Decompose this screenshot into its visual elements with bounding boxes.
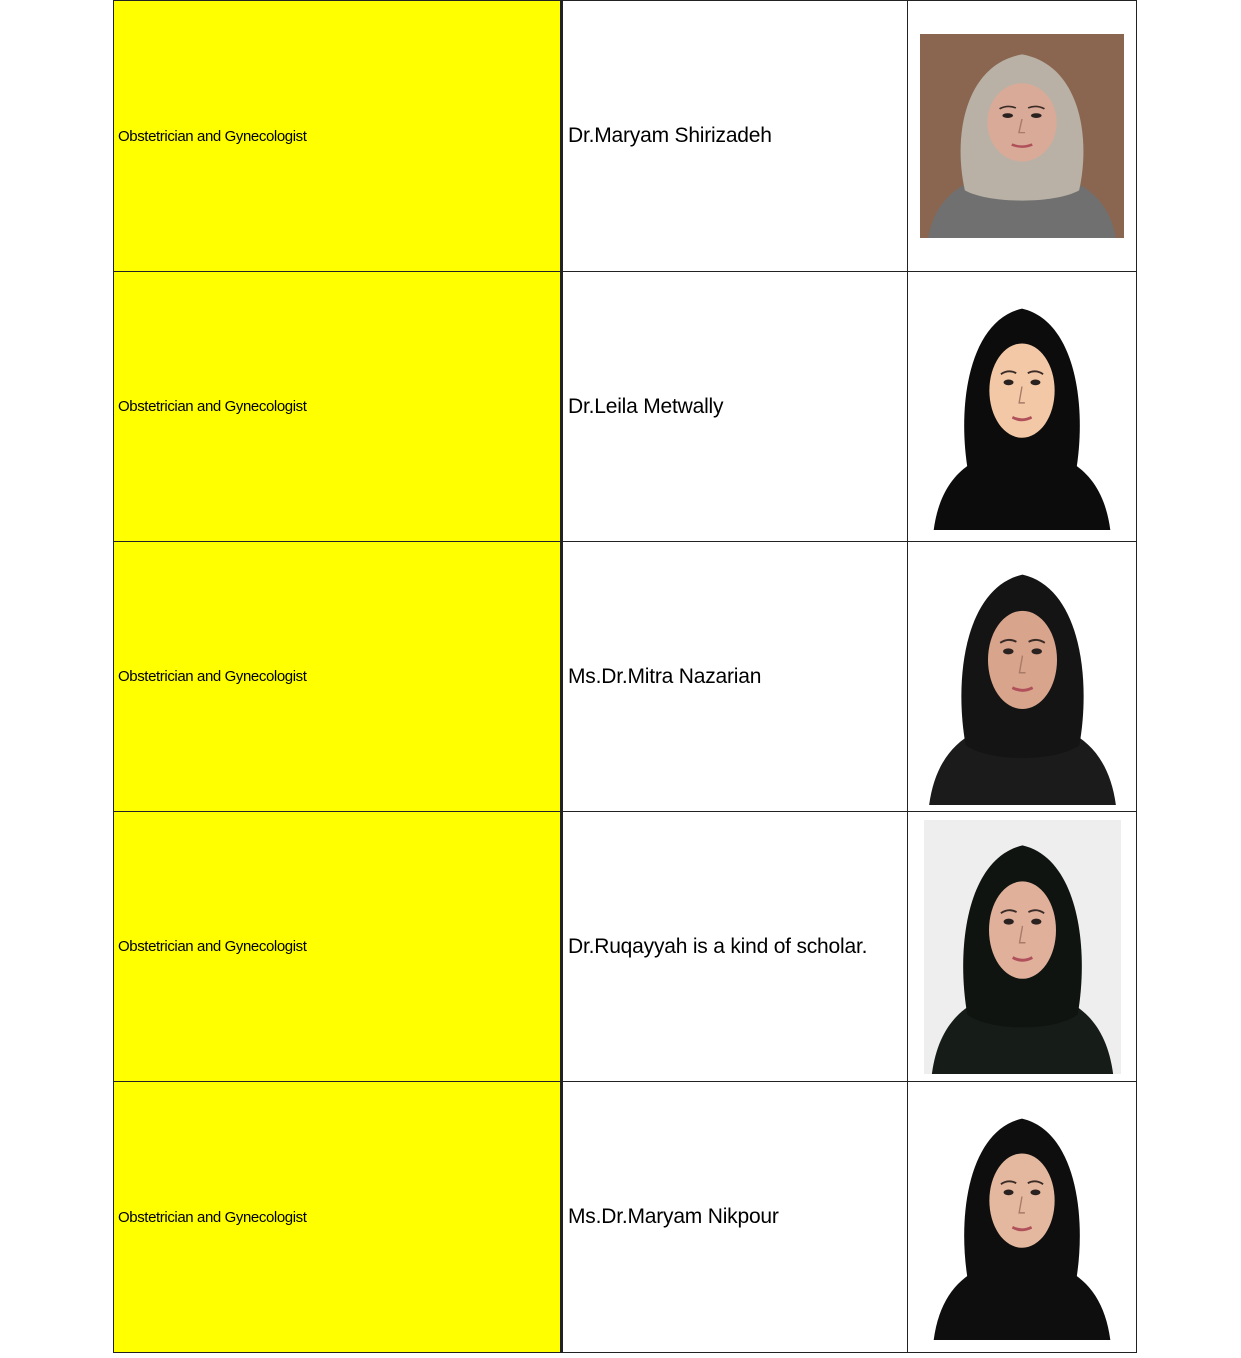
left-eye — [1004, 1190, 1014, 1196]
specialty-label: Obstetrician and Gynecologist — [118, 127, 307, 145]
specialty-cell — [114, 272, 562, 542]
doctor-photo — [921, 549, 1124, 805]
right-eye — [1030, 1190, 1040, 1196]
table-row — [114, 272, 1137, 542]
photo-cell — [908, 1082, 1137, 1353]
doctor-name: Dr.Maryam Shirizadeh — [568, 124, 772, 147]
specialty-label: Obstetrician and Gynecologist — [118, 398, 307, 415]
left-eye — [1004, 379, 1014, 385]
specialty-label: Obstetrician and Gynecologist — [118, 938, 307, 955]
name-cell — [562, 1082, 908, 1353]
doctor-photo — [926, 1094, 1118, 1340]
portrait-image — [920, 34, 1124, 238]
specialty-cell — [114, 812, 562, 1082]
photo-cell — [908, 272, 1137, 542]
table-row — [114, 812, 1137, 1082]
doctor-photo — [924, 820, 1121, 1074]
left-eye — [1003, 648, 1014, 654]
portrait-image — [924, 820, 1121, 1074]
specialty-cell — [114, 542, 562, 812]
face — [989, 881, 1056, 978]
staff-table — [113, 0, 1137, 1353]
right-eye — [1031, 918, 1041, 924]
right-eye — [1031, 648, 1042, 654]
specialty-label: Obstetrician and Gynecologist — [118, 668, 307, 685]
photo-cell — [908, 1, 1137, 272]
portrait-image — [921, 549, 1124, 805]
portrait-image — [926, 284, 1118, 530]
specialty-cell — [114, 1, 562, 272]
doctor-photo — [920, 34, 1124, 238]
doctor-name: Ms.Dr.Mitra Nazarian — [568, 664, 762, 688]
right-eye — [1031, 113, 1042, 118]
doctor-name: Dr.Ruqayyah is a kind of scholar. — [568, 934, 868, 958]
face — [987, 610, 1056, 708]
table-row — [114, 1, 1137, 272]
doctor-photo — [926, 284, 1118, 530]
name-cell — [562, 542, 908, 812]
name-cell — [562, 1, 908, 272]
doctor-name: Ms.Dr.Maryam Nikpour — [568, 1205, 779, 1228]
photo-cell — [908, 812, 1137, 1082]
name-cell — [562, 272, 908, 542]
doctor-name: Dr.Leila Metwally — [568, 394, 724, 418]
left-eye — [1003, 918, 1013, 924]
specialty-label: Obstetrician and Gynecologist — [118, 1208, 307, 1226]
photo-cell — [908, 542, 1137, 812]
right-eye — [1030, 379, 1040, 385]
specialty-cell — [114, 1082, 562, 1353]
table-row — [114, 542, 1137, 812]
face — [989, 343, 1054, 437]
left-eye — [1002, 113, 1013, 118]
face — [987, 83, 1056, 161]
name-cell — [562, 812, 908, 1082]
portrait-image — [926, 1094, 1118, 1340]
face — [989, 1153, 1054, 1247]
table-row — [114, 1082, 1137, 1353]
